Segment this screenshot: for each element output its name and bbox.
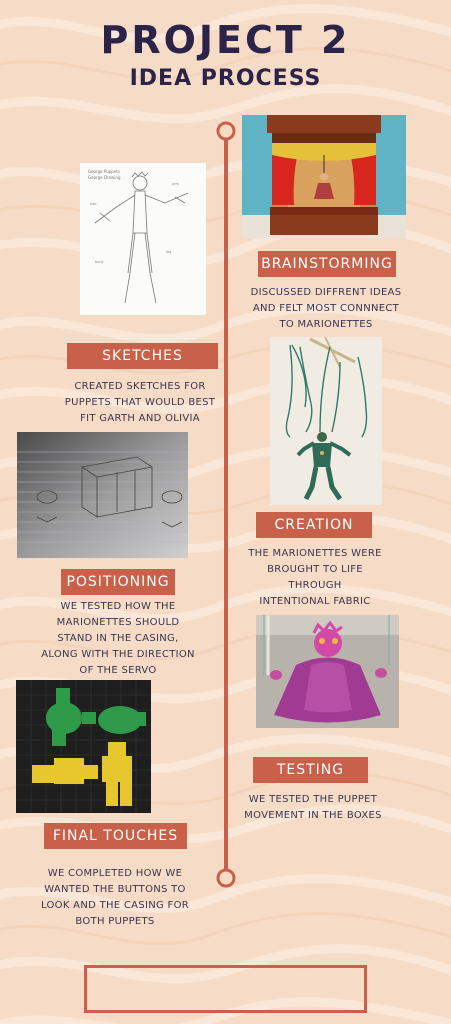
empty-footer-box bbox=[84, 965, 367, 1013]
desc-line: STAND IN THE CASING, bbox=[57, 633, 179, 644]
puppet-theater-photo bbox=[242, 115, 406, 238]
desc-line: WE TESTED THE PUPPET bbox=[248, 794, 378, 805]
desc-line: THE MARIONETTES WERE bbox=[248, 548, 382, 559]
step-desc-sketches bbox=[55, 379, 225, 427]
sketch-note-2: George Drawing bbox=[88, 175, 121, 180]
step-label-sketches: SKETCHES bbox=[67, 343, 218, 369]
page-subtitle: IDEA PROCESS bbox=[129, 66, 322, 91]
desc-line: TO MARIONETTES bbox=[279, 319, 373, 330]
step-desc-final-touches bbox=[40, 866, 190, 930]
felt-pieces-photo bbox=[16, 680, 151, 813]
desc-line: AND FELT MOST CONNNECT bbox=[252, 303, 400, 314]
desc-line: WE COMPLETED HOW WE bbox=[47, 868, 183, 879]
desc-line: PUPPETS THAT WOULD BEST bbox=[64, 397, 216, 408]
desc-line: LOOK AND THE CASING FOR bbox=[40, 900, 190, 911]
step-label-final-touches: FINAL TOUCHES bbox=[44, 823, 187, 849]
desc-line: FIT GARTH AND OLIVIA bbox=[80, 413, 200, 424]
desc-line: OF THE SERVO bbox=[79, 665, 157, 676]
step-desc-testing bbox=[240, 792, 386, 824]
desc-line: DISCUSSED DIFFRENT IDEAS bbox=[250, 287, 402, 298]
desc-line: ALONG WITH THE DIRECTION bbox=[41, 649, 195, 660]
desc-line: WE TESTED HOW THE bbox=[60, 601, 176, 612]
lined-paper-sketch-photo bbox=[17, 432, 188, 558]
desc-line: BOTH PUPPETS bbox=[75, 916, 155, 927]
timeline-start-circle bbox=[218, 123, 234, 139]
purple-puppet-photo bbox=[256, 615, 399, 728]
desc-line: BROUGHT TO LIFE THROUGH bbox=[267, 564, 363, 591]
step-label-brainstorming: BRAINSTORMING bbox=[258, 251, 396, 277]
desc-line: WANTED THE BUTTONS TO bbox=[44, 884, 186, 895]
desc-line: CREATED SKETCHES FOR bbox=[74, 381, 206, 392]
step-desc-positioning bbox=[35, 599, 201, 679]
sketch-note-4: arm bbox=[172, 182, 179, 186]
sketch-note-5: leg bbox=[166, 250, 172, 254]
step-desc-brainstorming bbox=[240, 285, 412, 333]
step-desc-creation bbox=[240, 546, 390, 610]
timeline-end-circle bbox=[218, 870, 234, 886]
sketch-note-3: hair bbox=[90, 202, 97, 206]
sketch-note-1: George Puppets bbox=[88, 169, 120, 174]
page-title: PROJECT 2 bbox=[100, 18, 351, 62]
sketch-note-6: body bbox=[95, 260, 104, 264]
step-label-creation: CREATION bbox=[256, 512, 372, 538]
desc-line: MOVEMENT IN THE BOXES bbox=[244, 810, 382, 821]
sketch-drawing-photo bbox=[80, 163, 206, 315]
desc-line: INTENTIONAL FABRIC bbox=[259, 596, 371, 607]
step-label-positioning: POSITIONING bbox=[61, 569, 175, 595]
desc-line: MARIONETTES SHOULD bbox=[56, 617, 180, 628]
step-label-testing: TESTING bbox=[253, 757, 368, 783]
green-marionette-photo bbox=[270, 337, 382, 505]
